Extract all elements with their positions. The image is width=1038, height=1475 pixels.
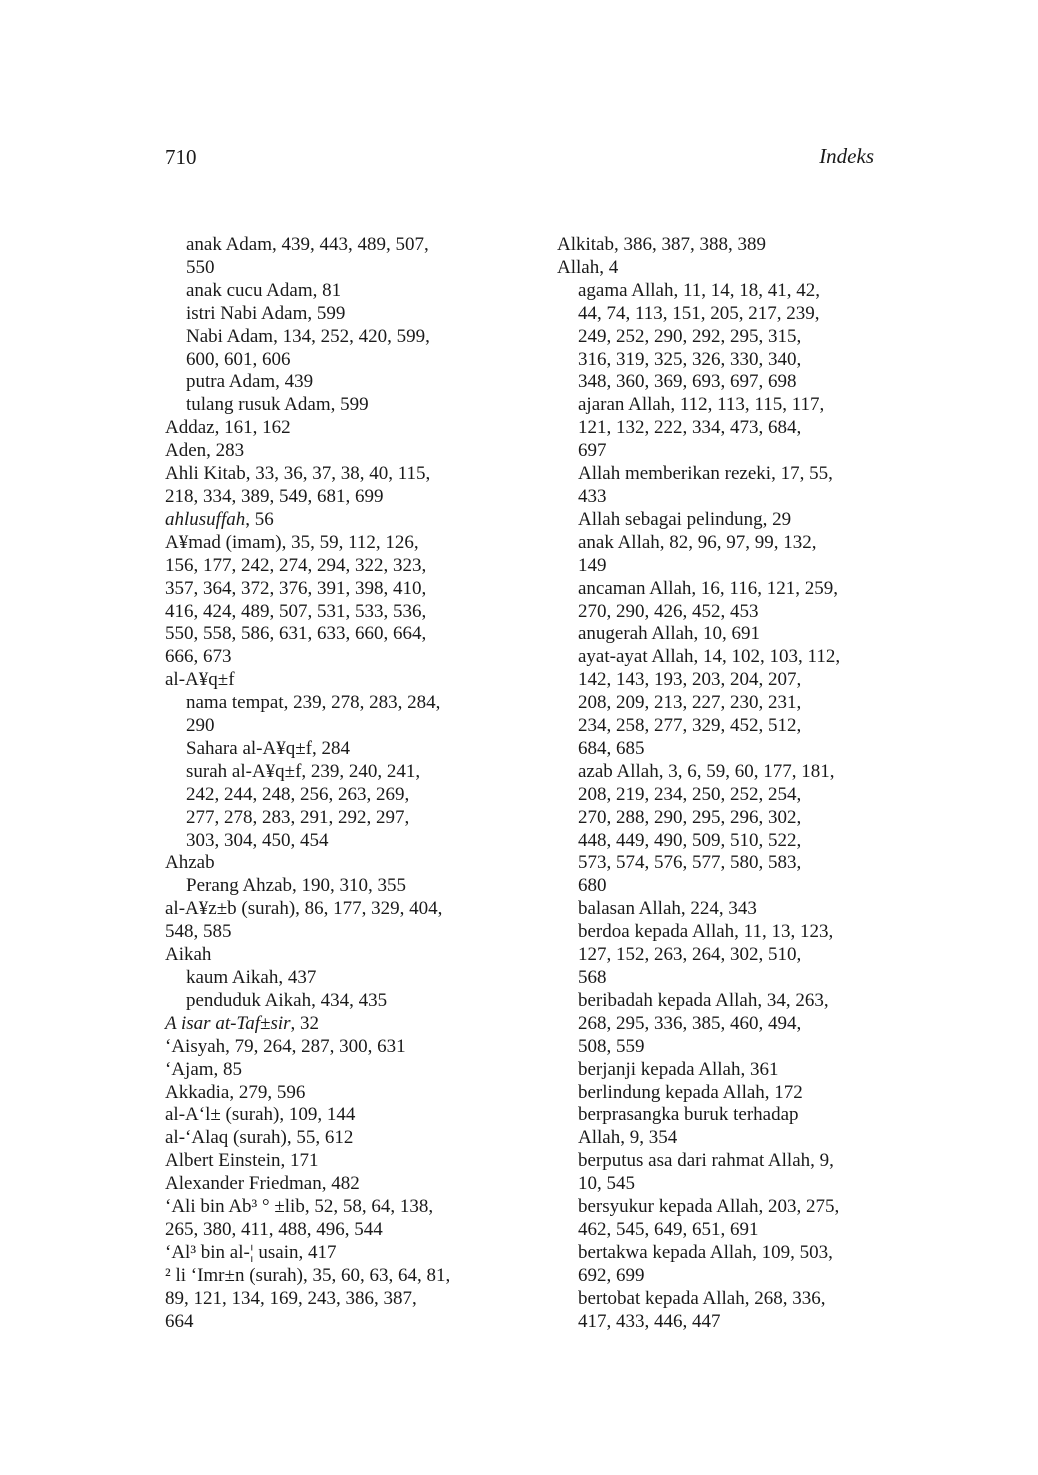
index-entry-line: azab Allah, 3, 6, 59, 60, 177, 181, bbox=[578, 760, 835, 782]
index-entry-line: Allah, 4 bbox=[557, 256, 619, 278]
index-entry-line: 508, 559 bbox=[578, 1035, 645, 1057]
index-entry bbox=[165, 463, 505, 509]
index-entry bbox=[165, 1059, 505, 1082]
index-entry-line: 462, 545, 649, 651, 691 bbox=[578, 1218, 759, 1240]
index-entry-line: Ahli Kitab, 33, 36, 37, 38, 40, 115, bbox=[165, 463, 431, 485]
index-entry-line: Allah memberikan rezeki, 17, 55, bbox=[578, 463, 833, 485]
index-subentry bbox=[557, 1150, 887, 1196]
index-entry-line: 316, 319, 325, 326, 330, 340, bbox=[578, 348, 802, 370]
page-number: 710 bbox=[165, 145, 197, 169]
index-entry bbox=[165, 1104, 505, 1127]
index-entry-line: 417, 433, 446, 447 bbox=[578, 1310, 721, 1332]
index-page-refs: , 56 bbox=[245, 508, 274, 530]
index-entry-line: bertakwa kepada Allah, 109, 503, bbox=[578, 1241, 833, 1263]
index-subentry bbox=[557, 898, 887, 921]
index-entry-line: Aden, 283 bbox=[165, 440, 245, 462]
index-entry-line: 416, 424, 489, 507, 531, 533, 536, bbox=[165, 600, 427, 622]
index-entry-line: 121, 132, 222, 334, 473, 684, bbox=[578, 417, 802, 439]
index-entry-line: anugerah Allah, 10, 691 bbox=[578, 623, 761, 645]
index-entry-line: 249, 252, 290, 292, 295, 315, bbox=[578, 325, 802, 347]
index-entry-line: 357, 364, 372, 376, 391, 398, 410, bbox=[165, 577, 427, 599]
index-subentry bbox=[165, 967, 505, 990]
index-entry-line: 270, 290, 426, 452, 453 bbox=[578, 600, 759, 622]
index-subentry bbox=[165, 234, 505, 280]
index-entry-line: 270, 288, 290, 295, 296, 302, bbox=[578, 806, 802, 828]
index-entry-line: bertobat kepada Allah, 268, 336, bbox=[578, 1287, 826, 1309]
index-entry-line: al-A¥q±f bbox=[165, 669, 235, 691]
index-entry bbox=[165, 440, 505, 463]
index-entry-line: ‘Al³ bin al-¦ usain, 417 bbox=[165, 1241, 337, 1263]
index-subentry bbox=[557, 1104, 887, 1150]
index-subentry bbox=[557, 1196, 887, 1242]
index-entry-line: ² li ‘Imr±n (surah), 35, 60, 63, 64, 81, bbox=[165, 1264, 451, 1286]
index-entry-line: 680 bbox=[578, 875, 607, 897]
index-subentry bbox=[557, 623, 887, 646]
index-entry-line: Addaz, 161, 162 bbox=[165, 417, 291, 439]
index-subentry bbox=[165, 761, 505, 853]
index-entry-line bbox=[165, 508, 505, 532]
index-entry-line: ‘Ali bin Ab³ ° ±lib, 52, 58, 64, 138, bbox=[165, 1196, 434, 1218]
index-subentry bbox=[557, 1242, 887, 1288]
index-entry-line: 208, 209, 213, 227, 230, 231, bbox=[578, 692, 802, 714]
index-entry-line: Aikah bbox=[165, 944, 212, 966]
index-term-italic: A isar at-Taf±sir bbox=[165, 1012, 291, 1034]
index-entry-line: nama tempat, 239, 278, 283, 284, bbox=[186, 692, 441, 714]
index-entry bbox=[165, 1013, 505, 1036]
index-entry-line: 348, 360, 369, 693, 697, 698 bbox=[578, 371, 797, 393]
index-entry-line: 10, 545 bbox=[578, 1173, 635, 1195]
index-entry-line: 600, 601, 606 bbox=[186, 348, 291, 370]
index-entry-line: 303, 304, 450, 454 bbox=[186, 829, 329, 851]
index-subentry bbox=[557, 761, 887, 898]
index-entry-line: 568 bbox=[578, 967, 607, 988]
index-entry-line: 573, 574, 576, 577, 580, 583, bbox=[578, 852, 802, 874]
index-entry-line: penduduk Aikah, 434, 435 bbox=[186, 989, 388, 1011]
index-subentry bbox=[557, 990, 887, 1059]
index-entry-line: 156, 177, 242, 274, 294, 322, 323, bbox=[165, 554, 427, 576]
index-term-italic: ahlusuffah bbox=[165, 508, 246, 530]
index-entry-line: berprasangka buruk terhadap bbox=[578, 1104, 799, 1126]
index-entry bbox=[165, 509, 505, 532]
index-entry-line: 433 bbox=[578, 485, 607, 507]
index-entry-line: al-A‘l± (surah), 109, 144 bbox=[165, 1104, 356, 1126]
index-entry-line: Alexander Friedman, 482 bbox=[165, 1173, 360, 1195]
index-entry-line: 448, 449, 490, 509, 510, 522, bbox=[578, 829, 802, 851]
index-page-refs: , 32 bbox=[290, 1012, 320, 1034]
index-entry-line: bersyukur kepada Allah, 203, 275, bbox=[578, 1196, 840, 1218]
index-entry-line: tulang rusuk Adam, 599 bbox=[186, 394, 369, 416]
index-subentry bbox=[557, 280, 887, 395]
index-entry-line: A¥mad (imam), 35, 59, 112, 126, bbox=[165, 531, 419, 553]
index-entry-line: istri Nabi Adam, 599 bbox=[186, 302, 346, 324]
index-entry-line: 697 bbox=[578, 440, 607, 462]
index-entry bbox=[165, 532, 505, 669]
index-subentry bbox=[165, 280, 505, 303]
index-entry-line: Perang Ahzab, 190, 310, 355 bbox=[186, 875, 407, 897]
index-entry-line: anak Allah, 82, 96, 97, 99, 132, bbox=[578, 531, 817, 553]
index-entry bbox=[165, 1150, 505, 1173]
index-entry-line: Albert Einstein, 171 bbox=[165, 1150, 319, 1172]
index-entry bbox=[165, 417, 505, 440]
index-entry-line: 550 bbox=[186, 256, 215, 278]
index-entry-line: 290 bbox=[186, 715, 215, 737]
index-entry-line: al-A¥z±b (surah), 86, 177, 329, 404, bbox=[165, 898, 443, 920]
index-entry-line: Sahara al-A¥q±f, 284 bbox=[186, 737, 350, 759]
index-entry-line: Ahzab bbox=[165, 852, 215, 874]
index-subentry bbox=[557, 1082, 887, 1105]
index-entry bbox=[165, 1265, 505, 1334]
index-entry-line: 666, 673 bbox=[165, 646, 232, 668]
index-entry-line: 208, 219, 234, 250, 252, 254, bbox=[578, 783, 802, 805]
index-entry-line: 550, 558, 586, 631, 633, 660, 664, bbox=[165, 623, 427, 645]
index-entry bbox=[165, 1173, 505, 1196]
index-entry-line: 127, 152, 263, 264, 302, 510, bbox=[578, 944, 802, 966]
index-entry-line: Allah sebagai pelindung, 29 bbox=[578, 508, 792, 530]
index-entry-line: kaum Aikah, 437 bbox=[186, 967, 317, 988]
index-subentry bbox=[557, 509, 887, 532]
index-entry-line: agama Allah, 11, 14, 18, 41, 42, bbox=[578, 279, 821, 301]
index-subentry bbox=[165, 738, 505, 761]
index-subentry bbox=[557, 1059, 887, 1082]
index-entry-line: berdoa kepada Allah, 11, 13, 123, bbox=[578, 921, 834, 943]
index-entry bbox=[165, 1196, 505, 1242]
index-entry-line: Alkitab, 386, 387, 388, 389 bbox=[557, 234, 766, 255]
index-entry-line: 692, 699 bbox=[578, 1264, 645, 1286]
index-subentry bbox=[557, 463, 887, 509]
index-subentry bbox=[165, 394, 505, 417]
index-entry-line: Allah, 9, 354 bbox=[578, 1127, 678, 1149]
index-subentry bbox=[165, 326, 505, 372]
index-entry-line: 44, 74, 113, 151, 205, 217, 239, bbox=[578, 302, 820, 324]
index-entry-line: putra Adam, 439 bbox=[186, 371, 314, 393]
index-entry-line: Akkadia, 279, 596 bbox=[165, 1081, 306, 1103]
index-subentry bbox=[557, 394, 887, 463]
index-entry-line: 265, 380, 411, 488, 496, 544 bbox=[165, 1218, 383, 1240]
running-head: Indeks bbox=[819, 144, 874, 168]
index-entry-line: 234, 258, 277, 329, 452, 512, bbox=[578, 715, 802, 737]
index-entry-line: 684, 685 bbox=[578, 737, 645, 759]
index-entry-line: al-‘Alaq (surah), 55, 612 bbox=[165, 1127, 354, 1149]
index-entry-line: ancaman Allah, 16, 116, 121, 259, bbox=[578, 577, 838, 599]
index-column-right bbox=[557, 234, 887, 1334]
index-entry-line: berputus asa dari rahmat Allah, 9, bbox=[578, 1150, 834, 1172]
index-entry bbox=[165, 898, 505, 944]
index-entry-line: 142, 143, 193, 203, 204, 207, bbox=[578, 669, 802, 691]
index-entry-line: 277, 278, 283, 291, 292, 297, bbox=[186, 806, 410, 828]
index-subentry bbox=[165, 875, 505, 898]
index-entry bbox=[557, 257, 887, 280]
index-entry bbox=[165, 944, 505, 967]
index-entry-line: ajaran Allah, 112, 113, 115, 117, bbox=[578, 394, 825, 416]
index-entry-line: 242, 244, 248, 256, 263, 269, bbox=[186, 783, 410, 805]
index-subentry bbox=[557, 578, 887, 624]
index-entry-line: berjanji kepada Allah, 361 bbox=[578, 1058, 779, 1080]
index-entry-line: balasan Allah, 224, 343 bbox=[578, 898, 757, 920]
index-column-left bbox=[165, 234, 505, 1334]
index-entry-line: anak Adam, 439, 443, 489, 507, bbox=[186, 234, 429, 255]
index-entry-line: 268, 295, 336, 385, 460, 494, bbox=[578, 1012, 802, 1034]
index-entry-line: ayat-ayat Allah, 14, 102, 103, 112, bbox=[578, 646, 841, 668]
index-entry-line: anak cucu Adam, 81 bbox=[186, 279, 342, 301]
index-entry-line bbox=[165, 1012, 505, 1036]
index-entry-line: beribadah kepada Allah, 34, 263, bbox=[578, 989, 829, 1011]
index-entry bbox=[557, 234, 887, 257]
index-entry bbox=[165, 1127, 505, 1150]
index-subentry bbox=[557, 1288, 887, 1334]
index-entry bbox=[165, 1036, 505, 1059]
index-subentry bbox=[557, 646, 887, 761]
index-entry-line: Nabi Adam, 134, 252, 420, 599, bbox=[186, 325, 430, 347]
index-entry bbox=[165, 1082, 505, 1105]
index-subentry bbox=[165, 371, 505, 394]
index-entry bbox=[165, 1242, 505, 1265]
index-subentry bbox=[557, 532, 887, 578]
index-entry-line: 89, 121, 134, 169, 243, 386, 387, bbox=[165, 1287, 417, 1309]
index-entry-line: ‘Ajam, 85 bbox=[165, 1058, 243, 1080]
index-entry bbox=[165, 852, 505, 875]
index-entry-line: 218, 334, 389, 549, 681, 699 bbox=[165, 485, 384, 507]
index-entry-line: berlindung kepada Allah, 172 bbox=[578, 1081, 803, 1103]
index-entry-line: 664 bbox=[165, 1310, 194, 1332]
index-entry-line: ‘Aisyah, 79, 264, 287, 300, 631 bbox=[165, 1035, 406, 1057]
index-entry-line: 548, 585 bbox=[165, 921, 232, 943]
index-entry-line: 149 bbox=[578, 554, 607, 576]
index-subentry bbox=[165, 990, 505, 1013]
index-entry bbox=[165, 669, 505, 692]
index-subentry bbox=[165, 303, 505, 326]
index-entry-line: surah al-A¥q±f, 239, 240, 241, bbox=[186, 760, 421, 782]
index-subentry bbox=[165, 692, 505, 738]
index-subentry bbox=[557, 921, 887, 990]
